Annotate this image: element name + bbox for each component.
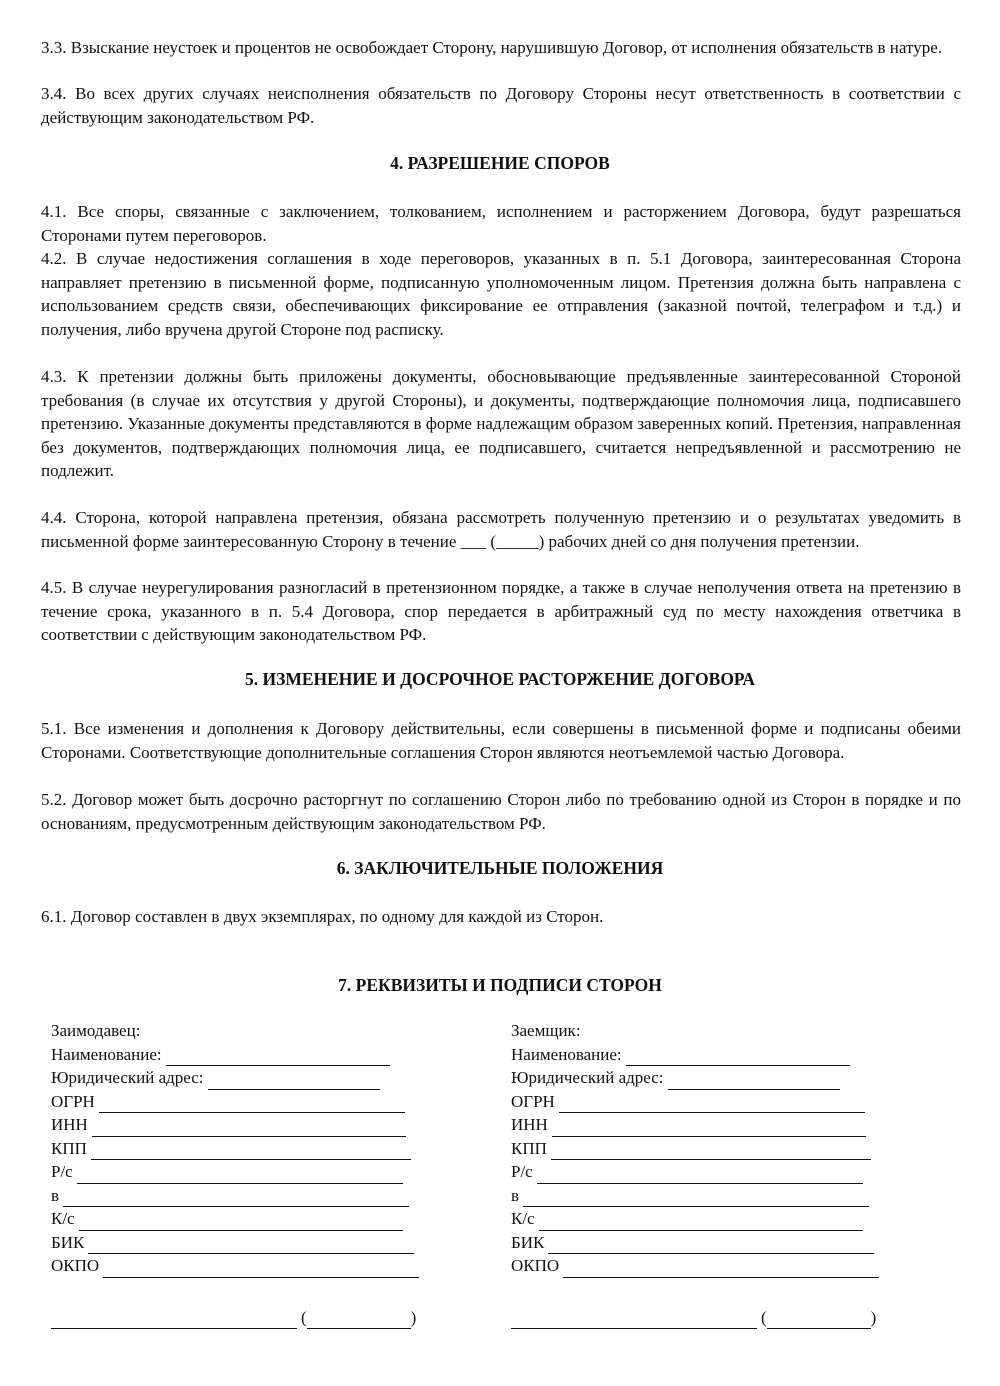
lender-field-label: КПП <box>51 1138 87 1158</box>
clause-3-4: 3.4. Во всех других случаях неисполнения обязательств по Договору Стороны несут ответственность в соответствии с действующим законодательством РФ. <box>41 84 961 127</box>
lender-okpo-blank[interactable] <box>103 1260 419 1278</box>
borrower-field-label: КПП <box>511 1138 547 1158</box>
clause-3-3: 3.3. Взыскание неустоек и процентов не освобождает Сторону, нарушившую Договор, от исполнения обязательств в натуре. <box>41 38 942 57</box>
borrower-signature-blank[interactable] <box>511 1310 757 1329</box>
borrower-corr-account-blank[interactable] <box>539 1213 863 1231</box>
lender-field-label: Наименование: <box>51 1044 162 1064</box>
open-paren: ( <box>301 1307 307 1327</box>
borrower-field-row <box>511 1207 911 1231</box>
clause-5-2: 5.2. Договор может быть досрочно расторгнут по соглашению Сторон либо по требованию одной из Сторон в порядке и по основаниям, предусмотренным действующим законодательством РФ. <box>41 790 961 833</box>
section-5-heading: 5. ИЗМЕНЕНИЕ И ДОСРОЧНОЕ РАСТОРЖЕНИЕ ДОГОВОРА <box>244 669 756 689</box>
borrower-address-blank[interactable] <box>668 1072 840 1090</box>
borrower-account-blank[interactable] <box>537 1166 863 1184</box>
lender-field-label: ОКПО <box>51 1256 100 1275</box>
borrower-field-label: ИНН <box>511 1115 548 1134</box>
borrower-name-decipher-blank[interactable] <box>767 1310 871 1329</box>
lender-field-label: К/с <box>51 1209 75 1228</box>
lender-name-decipher-blank[interactable] <box>307 1310 411 1329</box>
lender-corr-account-blank[interactable] <box>79 1213 403 1231</box>
borrower-field-label: БИК <box>511 1232 545 1252</box>
borrower-field-row <box>511 1231 911 1255</box>
lender-field-row <box>51 1113 451 1137</box>
lender-ogrn-blank[interactable] <box>99 1095 405 1113</box>
lender-bik-blank[interactable] <box>88 1236 414 1254</box>
close-paren: ) <box>870 1307 877 1327</box>
lender-field-row <box>51 1043 451 1067</box>
borrower-okpo-blank[interactable] <box>563 1260 879 1278</box>
lender-kpp-blank[interactable] <box>91 1142 411 1160</box>
clause-5-1: 5.1. Все изменения и дополнения к Договору действительны, если совершены в письменной форме и подписаны обеими Сторонами. Соответствующие дополнительные соглашения Сторон являются неотъемлемой частью Договора. <box>41 719 961 762</box>
borrower-kpp-blank[interactable] <box>551 1142 871 1160</box>
borrower-title: Заемщик: <box>511 1021 581 1040</box>
lender-title: Заимодавец: <box>51 1021 141 1040</box>
lender-title-row <box>51 1019 451 1043</box>
clause-4-3: 4.3. К претензии должны быть приложены документы, обосновывающие предъявленные заинтересованной Стороной требования (в случае их отсутствия у другой Стороны), и документы, подтверждающие полномочия лица, подписавшего претензию. Указанные документы представляются в форме надлежащим образом заверенных копий. Претензия, направленная без документов, подтверждающих полномочия лица, ее подписавшего, считается непредъявленной и рассмотрению не подлежит. <box>41 367 961 480</box>
borrower-field-row <box>511 1254 911 1278</box>
lender-field-label: ИНН <box>51 1115 88 1134</box>
lender-field-row <box>51 1207 451 1231</box>
clause-4-2: 4.2. В случае недостижения соглашения в ходе переговоров, указанных в п. 5.1 Договора, заинтересованная Сторона направляет претензию в письменной форме, подписанную уполномоченным лицом. Претензия должна быть направлена с использованием средств связи, обеспечивающих фиксирование ее отправления (заказной почтой, телеграфом и т.д.) и получения, либо вручена другой Стороне под расписку. <box>41 249 961 339</box>
close-paren: ) <box>410 1307 417 1327</box>
lender-name-blank[interactable] <box>166 1048 390 1066</box>
lender-field-row <box>51 1254 451 1278</box>
borrower-bik-blank[interactable] <box>548 1236 874 1254</box>
lender-field-row <box>51 1090 451 1114</box>
borrower-field-row <box>511 1137 911 1161</box>
lender-field-label: в <box>51 1185 60 1205</box>
clause-4-1: 4.1. Все споры, связанные с заключением, толкованием, исполнением и расторжением Договора, будут разрешаться Сторонами путем переговоров. <box>41 202 961 245</box>
lender-account-blank[interactable] <box>77 1166 403 1184</box>
lender-field-row <box>51 1160 451 1184</box>
borrower-title-row <box>511 1019 911 1043</box>
clause-4-5: 4.5. В случае неурегулирования разногласий в претензионном порядке, а также в случае неполучения ответа на претензию в течение срока, указанного в п. 5.4 Договора, спор передается в арбитражный суд по месту нахождения ответчика в соответствии с действующим законодательством РФ. <box>41 578 961 644</box>
borrower-field-label: в <box>511 1185 520 1205</box>
section-6-heading: 6. ЗАКЛЮЧИТЕЛЬНЫЕ ПОЛОЖЕНИЯ <box>336 858 664 878</box>
lender-field-label: Юридический адрес: <box>51 1068 204 1087</box>
lender-signature-blank[interactable] <box>51 1310 297 1329</box>
clause-6-1: 6.1. Договор составлен в двух экземплярах, по одному для каждой из Сторон. <box>41 907 604 926</box>
borrower-bank-blank[interactable] <box>523 1189 869 1207</box>
borrower-field-label: Р/с <box>511 1162 533 1181</box>
lender-field-label: ОГРН <box>51 1091 95 1111</box>
borrower-inn-blank[interactable] <box>552 1119 866 1137</box>
borrower-requisites <box>511 1019 911 1278</box>
borrower-signature-line <box>511 1305 876 1329</box>
borrower-field-label: Юридический адрес: <box>511 1068 664 1087</box>
borrower-field-label: К/с <box>511 1209 535 1228</box>
borrower-ogrn-blank[interactable] <box>559 1095 865 1113</box>
clause-4-4: 4.4. Сторона, которой направлена претензия, обязана рассмотреть полученную претензию и о результатах уведомить в письменной форме заинтересованную Сторону в течение ___ (_____) рабочих дней со дня получения претензии. <box>41 508 961 551</box>
borrower-field-label: ОКПО <box>511 1256 560 1275</box>
borrower-field-label: Наименование: <box>511 1044 622 1064</box>
borrower-field-row <box>511 1043 911 1067</box>
borrower-field-label: ОГРН <box>511 1091 555 1111</box>
lender-field-row <box>51 1137 451 1161</box>
lender-field-row <box>51 1066 451 1090</box>
lender-requisites <box>51 1019 451 1278</box>
open-paren: ( <box>761 1307 767 1327</box>
lender-field-row <box>51 1231 451 1255</box>
borrower-field-row <box>511 1090 911 1114</box>
borrower-field-row <box>511 1184 911 1208</box>
lender-field-label: БИК <box>51 1232 85 1252</box>
section-4-heading: 4. РАЗРЕШЕНИЕ СПОРОВ <box>390 153 610 173</box>
borrower-field-row <box>511 1066 911 1090</box>
lender-inn-blank[interactable] <box>92 1119 406 1137</box>
section-7-heading: 7. РЕКВИЗИТЫ И ПОДПИСИ СТОРОН <box>338 975 662 995</box>
lender-address-blank[interactable] <box>208 1072 380 1090</box>
borrower-name-blank[interactable] <box>626 1048 850 1066</box>
lender-field-label: Р/с <box>51 1162 73 1181</box>
borrower-field-row <box>511 1160 911 1184</box>
borrower-field-row <box>511 1113 911 1137</box>
lender-signature-line <box>51 1305 416 1329</box>
lender-field-row <box>51 1184 451 1208</box>
lender-bank-blank[interactable] <box>63 1189 409 1207</box>
